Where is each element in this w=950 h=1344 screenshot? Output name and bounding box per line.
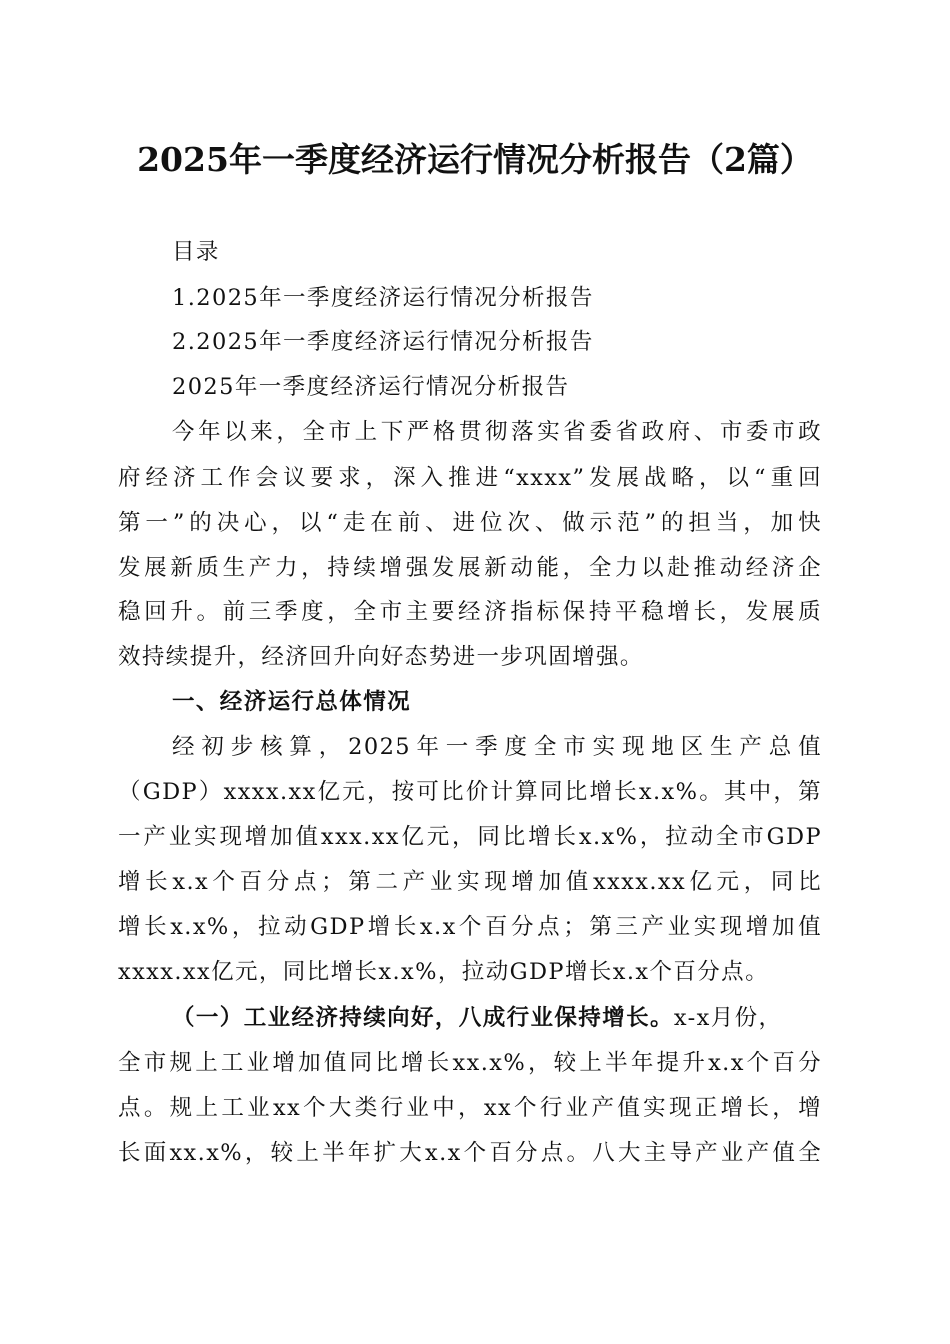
document-title: 2025年一季度经济运行情况分析报告（2篇） <box>137 140 813 179</box>
subsection-1-line-4: 长面xx.x%，较上半年扩大x.x个百分点。八大主导产业产值全 <box>118 1140 822 1166</box>
intro-line-1: 今年以来，全市上下严格贯彻落实省委省政府、市委市政 <box>172 419 822 445</box>
intro-line-5: 稳回升。前三季度，全市主要经济指标保持平稳增长，发展质 <box>118 599 822 625</box>
subsection-1-first-line-rest: x-x月份， <box>673 1005 783 1031</box>
section-1-line-5: 增长x.x%，拉动GDP增长x.x个百分点；第三产业实现增加值 <box>118 914 822 940</box>
toc-heading: 目录 <box>172 239 220 265</box>
article-title: 2025年一季度经济运行情况分析报告 <box>172 374 570 400</box>
section-1-line-6: xxxx.xx亿元，同比增长x.x%，拉动GDP增长x.x个百分点。 <box>118 959 769 985</box>
intro-line-6: 效持续提升，经济回升向好态势进一步巩固增强。 <box>118 644 644 670</box>
subsection-1-line-3: 点。规上工业xx个大类行业中，xx个行业产值实现正增长，增 <box>118 1095 822 1121</box>
intro-line-4: 发展新质生产力，持续增强发展新动能，全力以赴推动经济企 <box>118 555 822 581</box>
intro-line-2: 府经济工作会议要求，深入推进“xxxx”发展战略，以“重回 <box>118 465 822 491</box>
section-1-line-1: 经初步核算，2025年一季度全市实现地区生产总值 <box>172 734 822 760</box>
section-1-line-4: 增长x.x个百分点；第二产业实现增加值xxxx.xx亿元，同比 <box>118 869 822 895</box>
toc-item-2[interactable]: 2.2025年一季度经济运行情况分析报告 <box>172 329 594 355</box>
subsection-1-line-2: 全市规上工业增加值同比增长xx.x%，较上半年提升x.x个百分 <box>118 1050 822 1076</box>
subsection-1-first-line <box>172 996 782 1040</box>
section-1-line-3: 一产业实现增加值xxx.xx亿元，同比增长x.x%，拉动全市GDP <box>118 824 822 850</box>
toc-item-1[interactable]: 1.2025年一季度经济运行情况分析报告 <box>172 285 594 311</box>
section-1-heading: 一、经济运行总体情况 <box>172 689 412 715</box>
intro-line-3: 第一”的决心，以“走在前、进位次、做示范”的担当，加快 <box>118 510 822 536</box>
section-1-line-2: （GDP）xxxx.xx亿元，按可比价计算同比增长x.x%。其中，第 <box>118 779 822 805</box>
subsection-1-heading: （一）工业经济持续向好，八成行业保持增长。 <box>172 1005 674 1031</box>
